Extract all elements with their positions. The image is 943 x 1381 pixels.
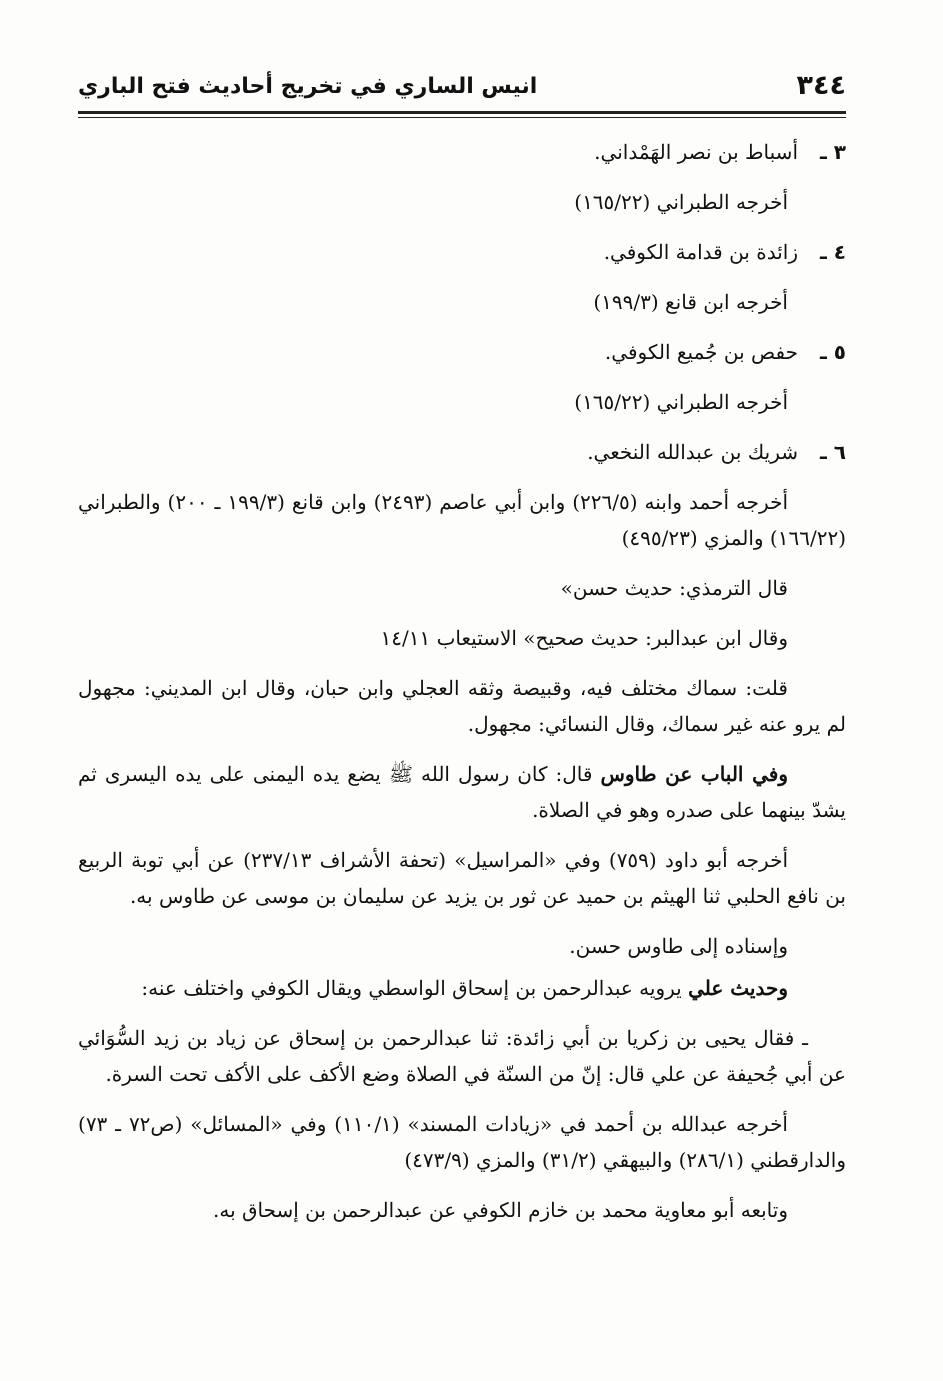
header-rule xyxy=(78,111,846,114)
paragraph: ـ فقال يحيى بن زكريا بن أبي زائدة: ثنا عبدالرحمن بن إسحاق عن زياد بن زيد السُّوَائي عن أبي جُحيفة عن علي قال: إنّ من السنّة في الصلاة وضع الأكف على الأكف تحت السرة. xyxy=(78,1026,846,1086)
paragraph: أخرجه أبو داود (٧٥٩) وفي «المراسيل» (تحفة الأشراف ٢٣٧/١٣) عن أبي توبة الربيع بن نافع الحلبي ثنا الهيثم بن حميد عن ثور بن يزيد عن سليمان بن موسى عن طاوس به. xyxy=(78,848,846,908)
bold-lead: وحديث علي xyxy=(688,976,788,1000)
paragraph-text: يرويه عبدالرحمن بن إسحاق الواسطي ويقال الكوفي واختلف عنه: xyxy=(141,976,689,1000)
list-item xyxy=(78,434,846,470)
list-item xyxy=(78,234,846,270)
paragraph: أخرجه عبدالله بن أحمد في «زيادات المسند» (١١٠/١) وفي «المسائل» (ص٧٢ ـ ٧٣) والدارقطني (٢٨٦/١) والبيهقي (٣١/٢) والمزي (٤٧٣/٩) xyxy=(78,1112,846,1172)
page-content xyxy=(78,128,846,1228)
paragraph: وقال ابن عبدالبر: حديث صحيح» الاستيعاب ١٤/١١ xyxy=(380,626,788,650)
paragraph: قلت: سماك مختلف فيه، وقبيصة وثقه العجلي وابن حبان، وقال ابن المديني: مجهول لم يرو عنه غير سماك، وقال النسائي: مجهول. xyxy=(78,676,846,736)
source-citation: أخرجه ابن قانع (١٩٩/٣) xyxy=(593,290,788,314)
paragraph xyxy=(78,970,846,1006)
narrator-name: شريك بن عبدالله النخعي. xyxy=(587,440,798,464)
paragraph xyxy=(78,756,846,828)
item-number: ٥ ـ xyxy=(819,340,846,364)
paragraph: أخرجه أحمد وابنه (٢٢٦/٥) وابن أبي عاصم (٢٤٩٣) وابن قانع (١٩٩/٣ ـ ٢٠٠) والطبراني (١٦٦/٢٢) والمزي (٤٩٥/٢٣) xyxy=(78,490,846,550)
narrator-name: حفص بن جُميع الكوفي. xyxy=(604,340,798,364)
page-number: ٣٤٤ xyxy=(796,70,846,101)
list-item xyxy=(78,334,846,370)
list-item xyxy=(78,134,846,170)
narrator-name: زائدة بن قدامة الكوفي. xyxy=(603,240,798,264)
paragraph-text: قال: كان رسول الله ﷺ يضع يده اليمنى على يده اليسرى ثم يشدّ بينهما على صدره وهو في الصلاة. xyxy=(78,762,846,822)
item-number: ٣ ـ xyxy=(819,140,846,164)
running-title: انيس الساري في تخريج أحاديث فتح الباري xyxy=(78,74,538,99)
paragraph: وإسناده إلى طاوس حسن. xyxy=(569,934,788,958)
source-citation: أخرجه الطبراني (١٦٥/٢٢) xyxy=(574,390,788,414)
bold-lead: وفي الباب عن طاوس xyxy=(600,762,788,786)
paragraph: وتابعه أبو معاوية محمد بن خازم الكوفي عن عبدالرحمن بن إسحاق به. xyxy=(212,1198,788,1222)
page-header xyxy=(78,70,846,112)
item-number: ٦ ـ xyxy=(819,440,846,464)
narrator-name: أسباط بن نصر الهَمْداني. xyxy=(594,140,798,164)
header-rule-thin xyxy=(78,117,846,118)
paragraph: قال الترمذي: حديث حسن» xyxy=(560,576,788,600)
source-citation: أخرجه الطبراني (١٦٥/٢٢) xyxy=(574,190,788,214)
item-number: ٤ ـ xyxy=(819,240,846,264)
